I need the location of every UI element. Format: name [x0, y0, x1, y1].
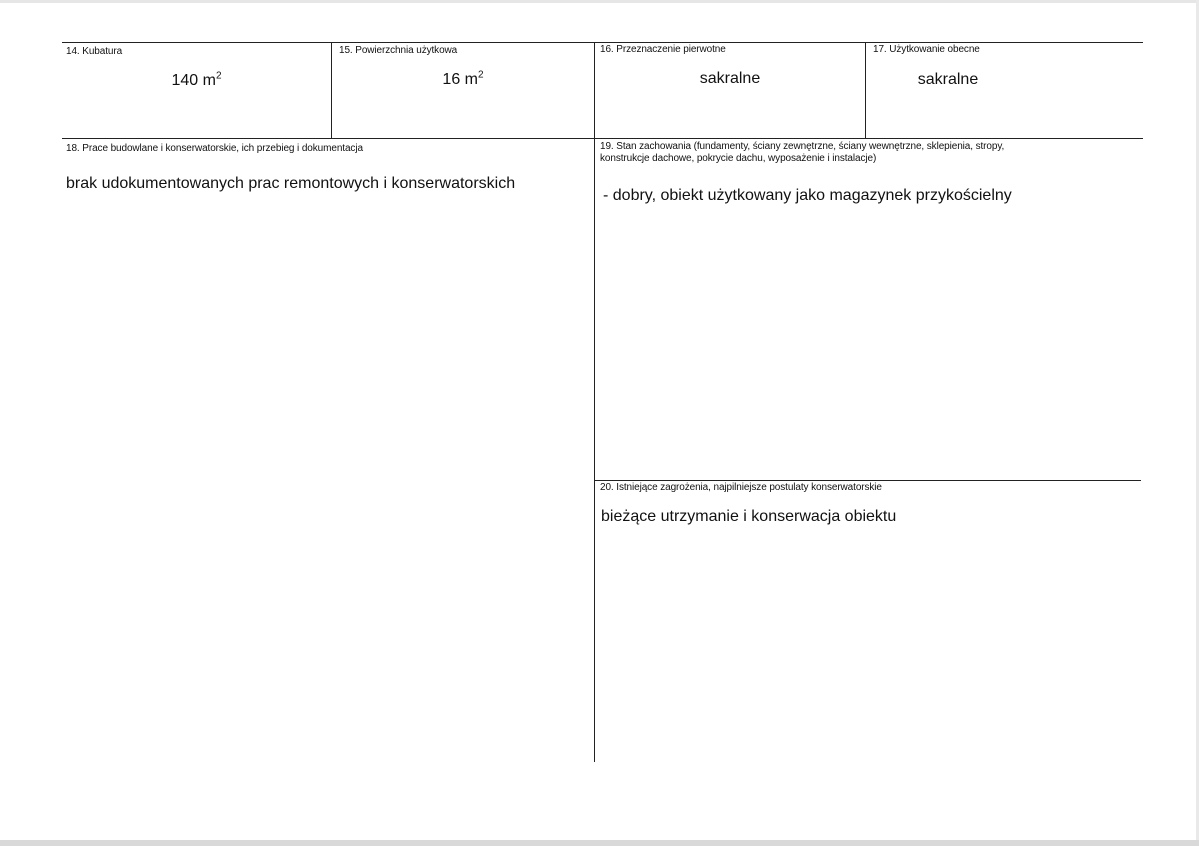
rule-row-2 [62, 138, 1143, 139]
field-15-value [332, 70, 594, 90]
field-19-label-line-1: 19. Stan zachowania (fundamenty, ściany zewnętrzne, ściany wewnętrzne, sklepienia, stropy, [600, 141, 1005, 152]
rule-col-1 [331, 42, 332, 138]
field-15-label: 15. Powierzchnia użytkowa [339, 45, 458, 56]
field-18-value: brak udokumentowanych prac remontowych i konserwatorskich [66, 175, 516, 192]
field-16-label: 16. Przeznaczenie pierwotne [600, 44, 726, 55]
field-14-value [62, 71, 331, 91]
page-edge-bottom [0, 840, 1199, 846]
field-14-value-sup: 2 [215, 70, 222, 82]
rule-row-20 [594, 480, 1141, 481]
field-20-label: 20. Istniejące zagrożenia, najpilniejsze postulaty konserwatorskie [600, 482, 882, 493]
field-15-value-sup: 2 [478, 69, 484, 81]
page-edge-top [0, 0, 1199, 3]
field-19-label-line-2: konstrukcje dachowe, pokrycie dachu, wyposażenie i instalacje) [600, 153, 877, 164]
field-19-value: - dobry, obiekt użytkowany jako magazynek przykościelny [603, 187, 1012, 204]
field-15-value-text: 16 m [442, 71, 478, 88]
field-16-value: sakralne [699, 70, 761, 87]
field-20-value: bieżące utrzymanie i konserwacja obiektu [601, 508, 897, 525]
field-14-value-text: 140 m [171, 72, 216, 89]
field-14-label: 14. Kubatura [66, 46, 123, 57]
field-17-label: 17. Użytkowanie obecne [873, 44, 980, 55]
field-17-value: sakralne [917, 71, 979, 88]
rule-top [62, 42, 1143, 43]
rule-col-2 [594, 42, 595, 762]
rule-col-3 [865, 42, 866, 138]
field-18-label: 18. Prace budowlane i konserwatorskie, ich przebieg i dokumentacja [66, 143, 363, 154]
